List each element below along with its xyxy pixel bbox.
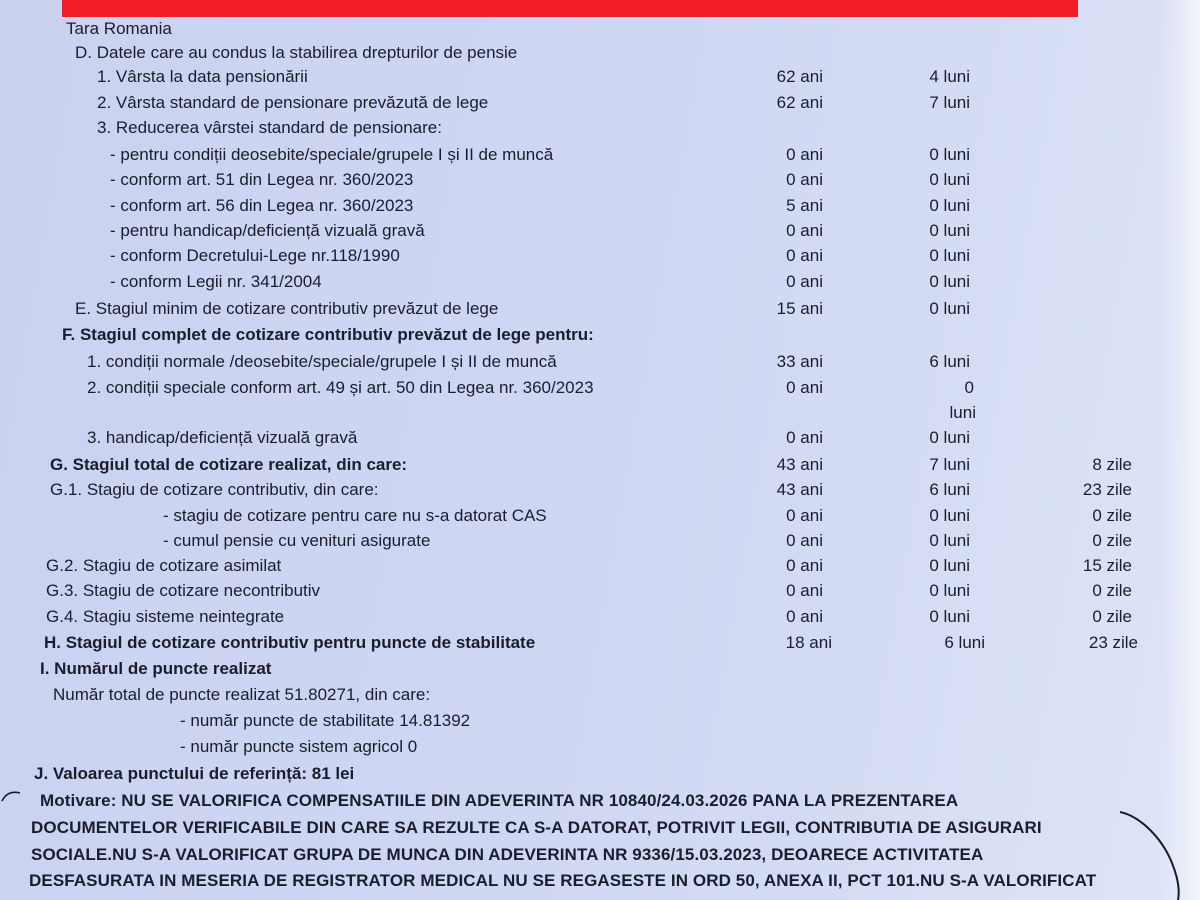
redaction-bar bbox=[62, 0, 1078, 17]
row-luni: 0 luni bbox=[929, 506, 970, 525]
row-ani: 0 ani bbox=[786, 221, 823, 240]
row-ani: 0 ani bbox=[786, 246, 823, 265]
section-i-title-text: I. Numărul de puncte realizat bbox=[40, 659, 272, 678]
row-label: G.2. Stagiu de cotizare asimilat bbox=[46, 556, 282, 575]
row-label: G.4. Stagiu sisteme neintegrate bbox=[46, 607, 285, 626]
row-ani: 0 ani bbox=[786, 170, 823, 189]
row-luni-bottom: luni bbox=[949, 403, 976, 422]
row-label: G.1. Stagiu de cotizare contributiv, din care: bbox=[50, 480, 379, 499]
motivation-line: DOCUMENTELOR VERIFICABILE DIN CARE SA REZULTE CA S-A DATORAT, POTRIVIT LEGII, CONTRIBUTIA DE ASIGURARI bbox=[31, 818, 1042, 837]
table-row bbox=[0, 221, 1200, 247]
row-luni: 0 luni bbox=[929, 170, 970, 189]
row-luni: 7 luni bbox=[929, 455, 970, 474]
table-row bbox=[0, 378, 1200, 404]
table-row bbox=[0, 531, 1200, 557]
row-luni: 0 luni bbox=[929, 145, 970, 164]
table-row bbox=[0, 428, 1200, 454]
row-ani: 18 ani bbox=[785, 633, 832, 652]
row-ani: 15 ani bbox=[776, 299, 823, 318]
row-zile: 0 zile bbox=[1092, 607, 1132, 626]
row-ani: 43 ani bbox=[776, 455, 823, 474]
row-ani: 62 ani bbox=[776, 67, 823, 86]
table-row bbox=[0, 480, 1200, 506]
section-j-row bbox=[0, 764, 1200, 790]
country-label: Tara Romania bbox=[66, 19, 172, 38]
row-luni: 4 luni bbox=[929, 67, 970, 86]
row-luni: 0 luni bbox=[929, 581, 970, 600]
row-ani: 0 ani bbox=[786, 428, 823, 447]
section-h-row bbox=[0, 633, 1200, 659]
row-ani: 62 ani bbox=[776, 93, 823, 112]
row-zile: 8 zile bbox=[1092, 455, 1132, 474]
row-label: - conform art. 51 din Legea nr. 360/2023 bbox=[110, 170, 414, 189]
row-zile: 23 zile bbox=[1082, 480, 1132, 499]
row-ani: 0 ani bbox=[786, 272, 823, 291]
points-total-text: Număr total de puncte realizat 51.80271, din care: bbox=[53, 685, 431, 704]
row-label: 3. Reducerea vârstei standard de pensionare: bbox=[97, 118, 442, 137]
row-label: - conform art. 56 din Legea nr. 360/2023 bbox=[110, 196, 414, 215]
row-label: 3. handicap/deficiență vizuală gravă bbox=[87, 428, 358, 447]
country-line bbox=[0, 19, 1200, 45]
row-luni: 7 luni bbox=[929, 93, 970, 112]
row-label: - pentru handicap/deficiență vizuală gravă bbox=[110, 221, 425, 240]
row-luni: 0 luni bbox=[929, 299, 970, 318]
row-ani: 0 ani bbox=[786, 506, 823, 525]
section-i-title bbox=[0, 659, 1200, 685]
table-row bbox=[0, 170, 1200, 196]
table-row bbox=[0, 272, 1200, 298]
row-ani: 0 ani bbox=[786, 607, 823, 626]
section-f-title-text: F. Stagiul complet de cotizare contributiv prevăzut de lege pentru: bbox=[62, 325, 594, 344]
row-ani: 0 ani bbox=[786, 145, 823, 164]
table-row bbox=[0, 556, 1200, 582]
row-label: - conform Decretului-Lege nr.118/1990 bbox=[110, 246, 400, 265]
row-label: H. Stagiul de cotizare contributiv pentru puncte de stabilitate bbox=[44, 633, 536, 652]
row-luni: 0 luni bbox=[929, 556, 970, 575]
row-zile: 15 zile bbox=[1082, 556, 1132, 575]
row-label: 1. Vârsta la data pensionării bbox=[97, 67, 308, 86]
table-row bbox=[0, 196, 1200, 222]
row-label: G.3. Stagiu de cotizare necontributiv bbox=[46, 581, 321, 600]
row-ani: 5 ani bbox=[786, 196, 823, 215]
row-zile: 23 zile bbox=[1088, 633, 1138, 652]
points-stability-text: - număr puncte de stabilitate 14.81392 bbox=[180, 711, 471, 730]
pen-mark-right bbox=[1100, 808, 1190, 900]
section-d-title-text: D. Datele care au condus la stabilirea drepturilor de pensie bbox=[75, 43, 518, 62]
section-g-title bbox=[0, 455, 1200, 481]
row-luni: 0 luni bbox=[929, 428, 970, 447]
row-luni: 0 luni bbox=[929, 196, 970, 215]
row-label: - cumul pensie cu venituri asigurate bbox=[163, 531, 431, 550]
table-row bbox=[0, 67, 1200, 93]
row-ani: 33 ani bbox=[776, 352, 823, 371]
points-stability bbox=[0, 711, 1200, 737]
table-row bbox=[0, 145, 1200, 171]
section-e-row bbox=[0, 299, 1200, 325]
row-ani: 0 ani bbox=[786, 378, 823, 397]
table-row bbox=[0, 607, 1200, 633]
row-ani: 0 ani bbox=[786, 531, 823, 550]
row-luni: 0 luni bbox=[929, 221, 970, 240]
row-ani: 43 ani bbox=[776, 480, 823, 499]
row-label: - pentru condiții deosebite/speciale/grupele I și II de muncă bbox=[110, 145, 554, 164]
row-luni: 0 luni bbox=[929, 272, 970, 291]
row-luni: 6 luni bbox=[944, 633, 985, 652]
table-row bbox=[0, 581, 1200, 607]
row-zile: 0 zile bbox=[1092, 581, 1132, 600]
row-luni: 0 luni bbox=[929, 531, 970, 550]
pen-mark-left bbox=[0, 785, 24, 805]
row-label: - stagiu de cotizare pentru care nu s-a datorat CAS bbox=[163, 506, 547, 525]
section-f-title bbox=[0, 325, 1200, 351]
motivation-line: DESFASURATA IN MESERIA DE REGISTRATOR MEDICAL NU SE REGASESTE IN ORD 50, ANEXA II, PCT 101.NU S-A VALORIFICAT bbox=[29, 871, 1097, 890]
table-row bbox=[0, 506, 1200, 532]
row-label: - conform Legii nr. 341/2004 bbox=[110, 272, 322, 291]
motivation-line: SOCIALE.NU S-A VALORIFICAT GRUPA DE MUNCA DIN ADEVERINTA NR 9336/15.03.2023, DEOARECE ACTIVITATEA bbox=[31, 845, 984, 864]
points-agricultural-text: - număr puncte sistem agricol 0 bbox=[180, 737, 418, 756]
row-label: 1. condiții normale /deosebite/speciale/grupele I și II de muncă bbox=[87, 352, 557, 371]
row-label: E. Stagiul minim de cotizare contributiv prevăzut de lege bbox=[75, 299, 499, 318]
table-row bbox=[0, 118, 1200, 144]
row-luni: 6 luni bbox=[929, 480, 970, 499]
row-luni: 0 luni bbox=[929, 246, 970, 265]
reference-point-value: J. Valoarea punctului de referință: 81 lei bbox=[34, 764, 355, 783]
motivation-line: Motivare: NU SE VALORIFICA COMPENSATIILE DIN ADEVERINTA NR 10840/24.03.2026 PANA LA PREZENTAREA bbox=[40, 791, 959, 810]
row-ani: 0 ani bbox=[786, 556, 823, 575]
table-row bbox=[0, 93, 1200, 119]
row-zile: 0 zile bbox=[1092, 506, 1132, 525]
table-row bbox=[0, 246, 1200, 272]
table-row-continuation bbox=[0, 403, 1200, 429]
row-luni: 6 luni bbox=[929, 352, 970, 371]
row-ani: 0 ani bbox=[786, 581, 823, 600]
points-total bbox=[0, 685, 1200, 711]
row-label: 2. Vârsta standard de pensionare prevăzută de lege bbox=[97, 93, 489, 112]
points-agricultural bbox=[0, 737, 1200, 763]
row-luni-top: 0 bbox=[964, 378, 974, 397]
row-luni: 0 luni bbox=[929, 607, 970, 626]
row-label: G. Stagiul total de cotizare realizat, din care: bbox=[50, 455, 408, 474]
row-zile: 0 zile bbox=[1092, 531, 1132, 550]
section-d-title bbox=[0, 43, 1200, 69]
table-row bbox=[0, 352, 1200, 378]
row-label: 2. condiții speciale conform art. 49 și art. 50 din Legea nr. 360/2023 bbox=[87, 378, 594, 397]
